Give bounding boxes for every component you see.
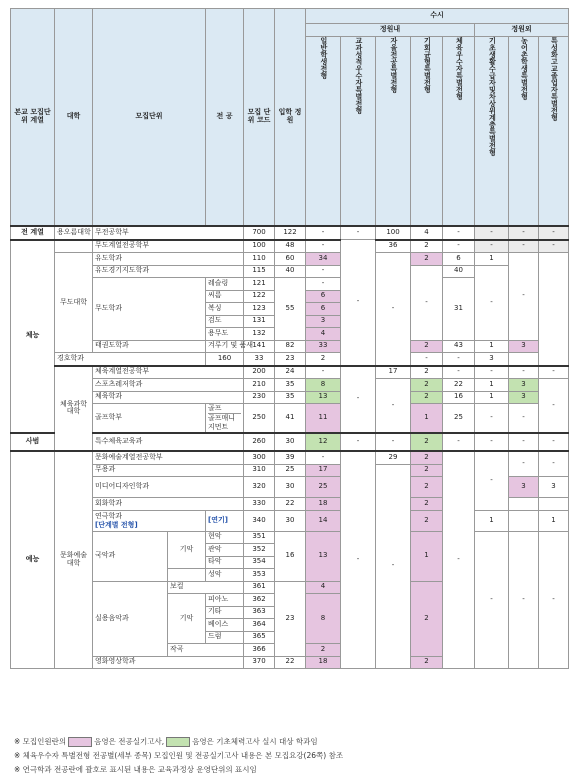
- value-cell: 8: [306, 379, 341, 392]
- header-quota: 입학 정원: [275, 9, 306, 227]
- value-cell: 3: [475, 353, 509, 366]
- value-cell: -: [539, 366, 569, 379]
- value-cell: 29: [376, 451, 411, 464]
- value-cell: -: [306, 366, 341, 379]
- value-cell: -: [509, 253, 539, 341]
- value-cell: -: [443, 240, 475, 253]
- header-group: 본교 모집단위 계열: [11, 9, 55, 227]
- code-cell: 340: [244, 510, 275, 531]
- group-cell: 전 계열: [11, 226, 55, 240]
- quota-cell: 122: [275, 226, 306, 240]
- pink-swatch: [68, 737, 92, 747]
- code-cell: 121: [244, 278, 275, 291]
- header-col-7: 농어촌학생특별전형: [509, 37, 539, 227]
- value-cell: -: [509, 240, 539, 253]
- header-major: 전 공: [206, 9, 244, 227]
- value-cell: -: [376, 433, 411, 451]
- value-cell: 25: [443, 404, 475, 434]
- college-cell: 무도대학: [55, 253, 93, 353]
- value-cell: 4: [411, 226, 443, 240]
- unit-cell: 무도학과: [93, 278, 206, 341]
- major-cell: 성악: [206, 569, 244, 582]
- college-cell: 문화예술대학: [55, 451, 93, 669]
- value-cell: 2: [411, 477, 443, 498]
- code-cell: 123: [244, 303, 275, 316]
- major-cell: 레슬링: [206, 278, 244, 291]
- value-cell: -: [475, 226, 509, 240]
- value-cell: -: [443, 433, 475, 451]
- major-cell: 피아노: [206, 594, 244, 607]
- value-cell: 17: [306, 464, 341, 477]
- table-row: [11, 366, 569, 379]
- value-cell: [539, 498, 569, 511]
- college-cell: 용오름대학: [55, 226, 93, 240]
- code-cell: 362: [244, 594, 275, 607]
- code-cell: 131: [244, 315, 275, 328]
- value-cell: 2: [411, 464, 443, 477]
- value-cell: 2: [306, 353, 341, 366]
- major-cell: 보컬: [168, 581, 244, 594]
- value-cell: 31: [443, 278, 475, 341]
- code-cell: 200: [244, 366, 275, 379]
- value-cell: 33: [306, 340, 341, 353]
- major-cell: 드럼: [206, 631, 244, 644]
- quota-cell: 30: [275, 433, 306, 451]
- major-cell: 겨루기 및 품새: [206, 340, 244, 353]
- value-cell: 4: [306, 581, 341, 594]
- major-cell: 복싱: [206, 303, 244, 316]
- value-cell: -: [475, 265, 509, 340]
- value-cell: -: [306, 240, 341, 253]
- quota-cell: 55: [275, 278, 306, 341]
- value-cell: 34: [306, 253, 341, 266]
- group-cell: 예능: [11, 451, 55, 669]
- value-cell: -: [509, 226, 539, 240]
- value-cell: [509, 498, 539, 511]
- unit-cell: 스포츠레저학과: [93, 379, 244, 392]
- value-cell: 2: [411, 656, 443, 669]
- quota-cell: 25: [275, 464, 306, 477]
- value-cell: -: [411, 353, 443, 366]
- code-cell: 160: [206, 353, 244, 366]
- table-row: [11, 391, 569, 404]
- value-cell: -: [341, 366, 376, 434]
- value-cell: -: [341, 226, 376, 240]
- value-cell: 13: [306, 531, 341, 581]
- college-cell: 체육과학대학: [55, 366, 93, 452]
- value-cell: -: [341, 240, 376, 366]
- major-cell: 씨름: [206, 290, 244, 303]
- value-cell: 12: [306, 433, 341, 451]
- value-cell: 1: [475, 510, 509, 531]
- header-code: 모집 단위 코드: [244, 9, 275, 227]
- value-cell: 2: [411, 510, 443, 531]
- code-cell: 110: [244, 253, 275, 266]
- quota-cell: 23: [275, 581, 306, 656]
- header-in-quota: 정원내: [306, 24, 475, 37]
- value-cell: 17: [376, 366, 411, 379]
- group-cell: 사범: [11, 433, 55, 451]
- code-cell: 366: [244, 644, 275, 657]
- value-cell: 13: [306, 391, 341, 404]
- table-row: [11, 340, 569, 353]
- table-row: [11, 379, 569, 392]
- unit-cell: 유도경기지도학과: [93, 265, 244, 278]
- table-row: [11, 226, 569, 240]
- green-swatch: [166, 737, 190, 747]
- table-row: [11, 404, 569, 434]
- code-cell: 141: [244, 340, 275, 353]
- table-row: [11, 531, 569, 544]
- unit-cell: 경호학과: [55, 353, 206, 366]
- note-2: ※ 체육우수자 특별전형 전공별(세부 종목) 모집인원 및 전공실기고사 내용은 본 모집요강(26쪽) 참조: [14, 751, 344, 760]
- value-cell: -: [376, 253, 411, 366]
- value-cell: 23: [275, 353, 306, 366]
- major-cell: 골프 골프매니지먼트: [206, 404, 244, 434]
- value-cell: 1: [411, 404, 443, 434]
- table-row: [11, 451, 569, 464]
- value-cell: -: [306, 226, 341, 240]
- quota-cell: 30: [275, 477, 306, 498]
- value-cell: -: [341, 451, 376, 669]
- value-cell: -: [509, 404, 539, 434]
- major-cell: 관악: [206, 544, 244, 557]
- value-cell: 1: [475, 340, 509, 353]
- quota-cell: 16: [275, 531, 306, 581]
- header-out-quota: 정원외: [475, 24, 569, 37]
- value-cell: 2: [411, 340, 443, 353]
- code-cell: 370: [244, 656, 275, 669]
- value-cell: 3: [306, 315, 341, 328]
- value-cell: 2: [411, 581, 443, 656]
- code-cell: 320: [244, 477, 275, 498]
- unit-cell: 골프학부: [93, 404, 206, 434]
- unit-cell: 회화학과: [93, 498, 244, 511]
- code-cell: 351: [244, 531, 275, 544]
- major-cell: 현악: [206, 531, 244, 544]
- note-1: ※ 모집인원란의 음영은 전공실기고사, 음영은 기초체력고사 실시 대상 학과임: [14, 737, 318, 746]
- major-cell: 기타: [206, 606, 244, 619]
- table-row: [11, 265, 569, 278]
- value-cell: -: [539, 226, 569, 240]
- header-col-2: 교과성적우수자특별전형: [341, 37, 376, 227]
- unit-cell: 실용음악과: [93, 581, 168, 656]
- value-cell: 14: [306, 510, 341, 531]
- value-cell: 25: [306, 477, 341, 498]
- value-cell: 6: [306, 303, 341, 316]
- unit-cell: 미디어디자인학과: [93, 477, 244, 498]
- quota-cell: 39: [275, 451, 306, 464]
- header-col-5: 체육우수자특별전형: [443, 37, 475, 227]
- table-row: [11, 253, 569, 266]
- code-cell: 364: [244, 619, 275, 632]
- quota-cell: 48: [275, 240, 306, 253]
- value-cell: 100: [376, 226, 411, 240]
- header-col-8: 특성화고교졸업자특별전형: [539, 37, 569, 227]
- unit-cell: 영화영상학과: [93, 656, 244, 669]
- code-cell: 115: [244, 265, 275, 278]
- code-cell: 250: [244, 404, 275, 434]
- table-row: [11, 240, 569, 253]
- major-cell: 타악: [206, 556, 244, 569]
- value-cell: 43: [443, 340, 475, 353]
- quota-cell: 35: [275, 379, 306, 392]
- header-col-6: 기초생활수급자및차상위계층특별전형: [475, 37, 509, 227]
- value-cell: -: [539, 240, 569, 253]
- unit-cell: 문화예술계열전공학부: [93, 451, 244, 464]
- code-cell: 100: [244, 240, 275, 253]
- unit-cell: 체육계열전공학부: [93, 366, 244, 379]
- quota-cell: 30: [275, 510, 306, 531]
- code-cell: 363: [244, 606, 275, 619]
- value-cell: 16: [443, 391, 475, 404]
- code-cell: 132: [244, 328, 275, 341]
- header-col-3: 자율전공특별전형: [376, 37, 411, 227]
- value-cell: 3: [509, 391, 539, 404]
- value-cell: -: [443, 366, 475, 379]
- value-cell: 18: [306, 656, 341, 669]
- value-cell: -: [341, 433, 376, 451]
- major-cell: 베이스: [206, 619, 244, 632]
- header-col-1: 일반학생전형: [306, 37, 341, 227]
- group-cell: 체능: [11, 240, 55, 434]
- value-cell: 8: [306, 594, 341, 644]
- value-cell: -: [539, 531, 569, 669]
- code-cell: 230: [244, 391, 275, 404]
- quota-cell: 41: [275, 404, 306, 434]
- value-cell: 2: [306, 644, 341, 657]
- sub-cell: 기악: [168, 594, 206, 644]
- unit-cell: 태권도학과: [93, 340, 206, 353]
- quota-cell: 35: [275, 391, 306, 404]
- unit-cell: 국악과: [93, 531, 168, 581]
- value-cell: -: [509, 366, 539, 379]
- sub-cell: [168, 569, 206, 582]
- quota-cell: 82: [275, 340, 306, 353]
- value-cell: 1: [539, 510, 569, 531]
- unit-cell: 특수체육교육과: [93, 433, 244, 451]
- code-cell: 352: [244, 544, 275, 557]
- value-cell: -: [411, 265, 443, 340]
- unit-cell: 체육학과: [93, 391, 244, 404]
- value-cell: -: [509, 451, 539, 477]
- value-cell: 3: [539, 477, 569, 498]
- college-cell: [55, 240, 93, 253]
- table-row: [11, 510, 569, 531]
- value-cell: 18: [306, 498, 341, 511]
- value-cell: 1: [475, 253, 509, 266]
- major-cell: [연기]: [206, 510, 244, 531]
- value-cell: -: [475, 451, 509, 510]
- header-row-1: [11, 9, 569, 24]
- value-cell: 2: [411, 366, 443, 379]
- unit-cell: 유도학과: [93, 253, 244, 266]
- sub-cell: 기악: [168, 531, 206, 569]
- unit-cell: 무용과: [93, 464, 244, 477]
- value-cell: 36: [376, 240, 411, 253]
- value-cell: -: [376, 379, 411, 434]
- value-cell: -: [475, 240, 509, 253]
- value-cell: -: [306, 265, 341, 278]
- quota-cell: 40: [275, 265, 306, 278]
- value-cell: 3: [509, 379, 539, 392]
- quota-cell: 24: [275, 366, 306, 379]
- value-cell: 11: [306, 404, 341, 434]
- admission-table: [10, 8, 569, 669]
- code-cell: 260: [244, 433, 275, 451]
- value-cell: 3: [509, 477, 539, 498]
- value-cell: 2: [411, 433, 443, 451]
- quota-cell: 22: [275, 656, 306, 669]
- value-cell: 1: [411, 531, 443, 581]
- code-cell: 700: [244, 226, 275, 240]
- value-cell: 2: [411, 379, 443, 392]
- header-college: 대학: [55, 9, 93, 227]
- code-cell: 330: [244, 498, 275, 511]
- value-cell: -: [475, 366, 509, 379]
- value-cell: -: [475, 433, 509, 451]
- value-cell: -: [539, 379, 569, 434]
- value-cell: 2: [411, 498, 443, 511]
- header-susi: 수시: [306, 9, 569, 24]
- footnotes: [14, 735, 343, 777]
- value-cell: -: [539, 433, 569, 451]
- code-cell: 353: [244, 569, 275, 582]
- value-cell: -: [443, 451, 475, 669]
- value-cell: [539, 253, 569, 366]
- value-cell: 1: [475, 391, 509, 404]
- value-cell: 2: [411, 253, 443, 266]
- major-cell: 검도: [206, 315, 244, 328]
- code-cell: 310: [244, 464, 275, 477]
- quota-cell: 33: [244, 353, 275, 366]
- value-cell: -: [376, 464, 411, 669]
- value-cell: 22: [443, 379, 475, 392]
- quota-cell: 22: [275, 498, 306, 511]
- code-cell: 361: [244, 581, 275, 594]
- unit-cell: 무전공학부: [93, 226, 244, 240]
- value-cell: 6: [306, 290, 341, 303]
- major-cell: 용무도: [206, 328, 244, 341]
- value-cell: -: [539, 451, 569, 477]
- unit-cell: 무도계열전공학부: [93, 240, 244, 253]
- value-cell: 2: [411, 451, 443, 464]
- value-cell: 2: [411, 391, 443, 404]
- code-cell: 354: [244, 556, 275, 569]
- code-cell: 300: [244, 451, 275, 464]
- value-cell: -: [475, 531, 509, 669]
- code-cell: 365: [244, 631, 275, 644]
- value-cell: 4: [306, 328, 341, 341]
- value-cell: 1: [475, 379, 509, 392]
- value-cell: [509, 510, 539, 531]
- value-cell: 6: [443, 253, 475, 266]
- value-cell: -: [443, 353, 475, 366]
- value-cell: -: [475, 404, 509, 434]
- major-cell: 작곡: [168, 644, 244, 657]
- table-row: [11, 353, 569, 366]
- table-row: [11, 433, 569, 451]
- value-cell: 3: [509, 340, 539, 353]
- code-cell: 122: [244, 290, 275, 303]
- code-cell: 210: [244, 379, 275, 392]
- note-3: ※ 연극학과 전공란에 괄호로 표시된 내용은 교육과정상 운영단위의 표시임: [14, 765, 257, 774]
- unit-cell: 연극학과 [단계별 전형]: [93, 510, 206, 531]
- value-cell: -: [509, 531, 539, 669]
- value-cell: -: [306, 451, 341, 464]
- header-unit: 모집단위: [93, 9, 206, 227]
- value-cell: -: [443, 226, 475, 240]
- value-cell: -: [509, 433, 539, 451]
- header-col-4: 기회균형특별전형: [411, 37, 443, 227]
- value-cell: 2: [411, 240, 443, 253]
- quota-cell: 60: [275, 253, 306, 266]
- value-cell: -: [306, 278, 341, 291]
- value-cell: 40: [443, 265, 475, 278]
